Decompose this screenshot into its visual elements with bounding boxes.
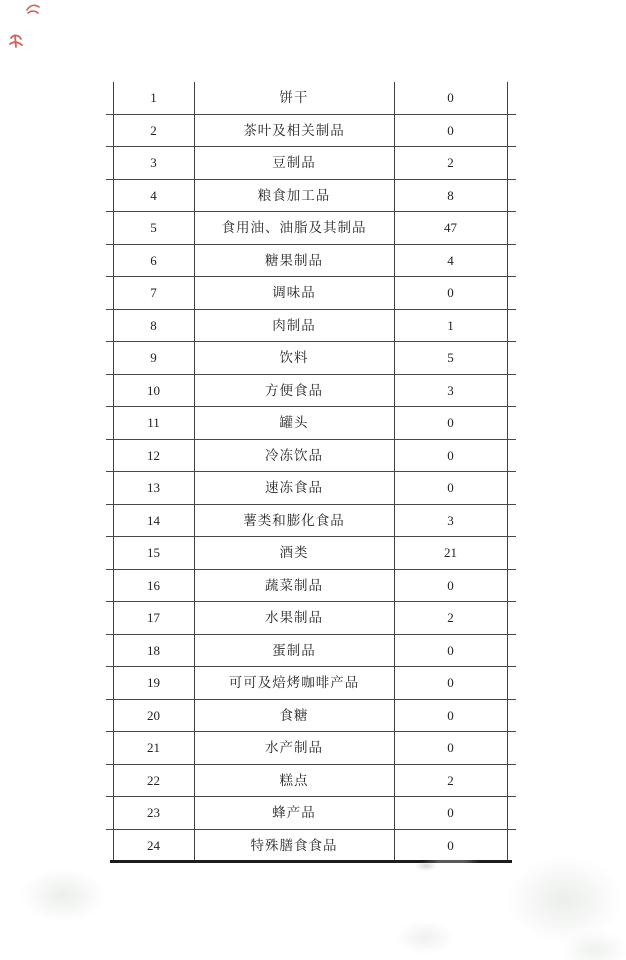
count-value-cell: 2 [447,155,454,171]
row-number-cell: 12 [147,447,160,463]
table-row [106,830,516,863]
count-value-cell: 4 [447,252,454,268]
count-value-cell: 47 [444,220,457,236]
table-row [106,147,516,180]
category-name-cell: 薯类和膨化食品 [243,512,345,528]
row-number-cell: 23 [147,805,160,821]
row-number-cell: 18 [147,642,160,658]
count-value-cell: 8 [447,187,454,203]
count-value-cell: 0 [447,415,454,431]
category-name-cell: 调味品 [272,285,316,301]
category-name-cell: 食用油、油脂及其制品 [221,220,367,236]
category-name-cell: 肉制品 [272,317,316,333]
count-value-cell: 0 [447,707,454,723]
row-number-cell: 8 [150,317,157,333]
count-value-cell: 0 [447,90,454,106]
category-name-cell: 蛋制品 [272,642,316,658]
row-number-cell: 7 [150,285,157,301]
row-number-cell: 3 [150,155,157,171]
category-name-cell: 饮料 [279,350,309,366]
table-row [106,407,516,440]
red-ink-mark [10,35,22,47]
count-value-cell: 2 [447,610,454,626]
category-name-cell: 速冻食品 [265,480,323,496]
row-number-cell: 10 [147,382,160,398]
row-number-cell: 15 [147,545,160,561]
table-row [106,310,516,343]
row-number-cell: 16 [147,577,160,593]
row-number-cell: 14 [147,512,160,528]
table-bottom-border [110,860,512,863]
table-row [106,277,516,310]
table-row [106,797,516,830]
count-value-cell: 0 [447,122,454,138]
category-name-cell: 方便食品 [265,382,323,398]
category-name-cell: 糖果制品 [265,252,323,268]
table-row [106,212,516,245]
row-number-cell: 13 [147,480,160,496]
category-name-cell: 冷冻饮品 [265,447,323,463]
table-row [106,180,516,213]
scan-smudge [560,930,626,960]
count-value-cell: 0 [447,577,454,593]
row-number-cell: 20 [147,707,160,723]
category-name-cell: 蔬菜制品 [265,577,323,593]
table-row [106,602,516,635]
row-number-cell: 5 [150,220,157,236]
row-number-cell: 6 [150,252,157,268]
row-number-cell: 1 [150,90,157,106]
row-number-cell: 11 [147,415,160,431]
category-name-cell: 茶叶及相关制品 [243,122,345,138]
table-row [106,765,516,798]
count-value-cell: 5 [447,350,454,366]
count-value-cell: 3 [447,382,454,398]
table-row [106,115,516,148]
red-ink-mark [27,5,39,13]
table-row [106,375,516,408]
table-row [106,440,516,473]
row-number-cell: 21 [147,740,160,756]
count-value-cell: 0 [447,642,454,658]
row-number-cell: 2 [150,122,157,138]
count-value-cell: 0 [447,675,454,691]
red-ink-mark-group [0,0,60,60]
row-number-cell: 24 [147,838,160,854]
count-value-cell: 0 [447,447,454,463]
category-name-cell: 糕点 [279,772,309,788]
category-name-cell: 水果制品 [265,610,323,626]
row-number-cell: 19 [147,675,160,691]
category-table [106,82,516,862]
table-row [106,700,516,733]
category-name-cell: 豆制品 [272,155,316,171]
table-row [106,82,516,115]
count-value-cell: 0 [447,285,454,301]
row-number-cell: 22 [147,772,160,788]
category-name-cell: 食糖 [279,707,309,723]
scan-smudge [505,855,625,945]
table-row [106,537,516,570]
category-name-cell: 粮食加工品 [257,187,331,203]
category-name-cell: 蜂产品 [272,805,316,821]
count-value-cell: 0 [447,838,454,854]
table-row [106,245,516,278]
table-row [106,505,516,538]
table-row [106,342,516,375]
count-value-cell: 0 [447,480,454,496]
category-name-cell: 可可及焙烤咖啡产品 [228,675,360,691]
scan-smudge [18,868,108,923]
scan-smudge [395,920,455,955]
row-number-cell: 4 [150,187,157,203]
row-number-cell: 17 [147,610,160,626]
table-row [106,472,516,505]
count-value-cell: 21 [444,545,457,561]
table-row [106,570,516,603]
count-value-cell: 3 [447,512,454,528]
category-name-cell: 罐头 [279,415,309,431]
count-value-cell: 1 [447,317,454,333]
category-name-cell: 酒类 [279,545,309,561]
table-row [106,667,516,700]
count-value-cell: 0 [447,805,454,821]
row-number-cell: 9 [150,350,157,366]
count-value-cell: 2 [447,772,454,788]
category-name-cell: 特殊膳食食品 [250,838,338,854]
count-value-cell: 0 [447,740,454,756]
table-row [106,732,516,765]
category-name-cell: 饼干 [279,90,309,106]
table-row [106,635,516,668]
category-name-cell: 水产制品 [265,740,323,756]
